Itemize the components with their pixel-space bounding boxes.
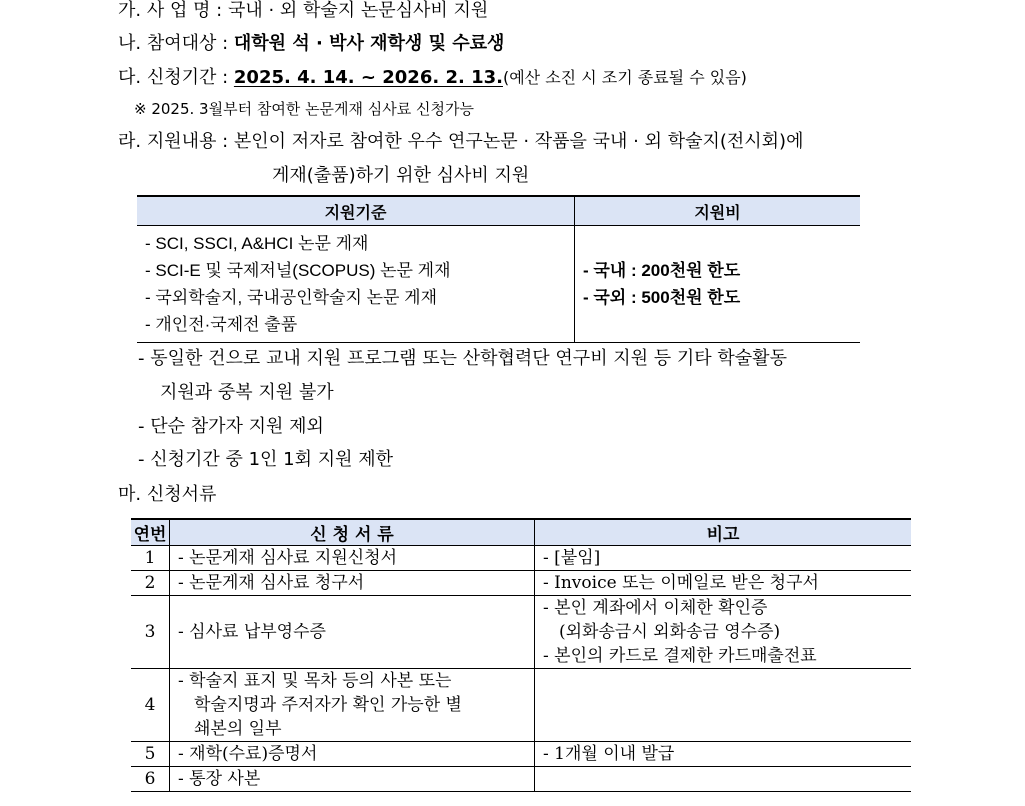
row-document: - 논문게재 심사료 청구서 <box>170 571 535 596</box>
support-table <box>137 195 860 343</box>
documents-table <box>131 518 911 792</box>
document-line: - 학술지 표지 및 목차 등의 사본 또는 <box>178 671 452 691</box>
table-row <box>131 669 911 742</box>
table-row <box>131 571 911 596</box>
fee-item: - 국외 : 500천원 한도 <box>583 288 741 307</box>
docs-header-document: 신 청 서 류 <box>170 519 535 546</box>
row-remarks <box>535 669 912 742</box>
item-c-note: (예산 소진 시 조기 종료될 수 있음) <box>502 68 747 87</box>
row-number: 3 <box>131 596 170 669</box>
docs-header-no: 연번 <box>131 519 170 546</box>
row-number: 1 <box>131 546 170 571</box>
criteria-item: - SCI-E 및 국제저널(SCOPUS) 논문 게재 <box>145 261 451 280</box>
row-document <box>170 669 535 742</box>
item-a-project-name: 가. 사 업 명 : 국내 · 외 학술지 논문심사비 지원 <box>118 0 489 21</box>
fee-item: - 국내 : 200천원 한도 <box>583 261 741 280</box>
document-line: 학술지명과 주저자가 확인 가능한 별 <box>194 695 462 715</box>
criteria-item: - SCI, SSCI, A&HCI 논문 게재 <box>145 234 369 253</box>
support-header-fee: 지원비 <box>575 196 861 226</box>
table-row <box>131 767 911 792</box>
item-e-line1: - 동일한 건으로 교내 지원 프로그램 또는 산학협력단 연구비 지원 등 기타 학술활동 <box>138 348 787 369</box>
row-remarks: - 1개월 이내 발급 <box>535 742 912 767</box>
remark-line: - 본인의 카드로 결제한 카드매출전표 <box>543 646 817 666</box>
table-row <box>131 596 911 669</box>
row-remarks: - Invoice 또는 이메일로 받은 청구서 <box>535 571 912 596</box>
support-header-criteria: 지원기준 <box>137 196 575 226</box>
item-e-line3: - 단순 참가자 지원 제외 <box>138 416 324 437</box>
row-number: 5 <box>131 742 170 767</box>
table-row <box>131 546 911 571</box>
row-document: - 통장 사본 <box>170 767 535 792</box>
row-number: 6 <box>131 767 170 792</box>
docs-header-remarks: 비고 <box>535 519 912 546</box>
support-fee-cell <box>575 226 861 343</box>
support-criteria-cell <box>137 226 575 343</box>
item-f-documents: 마. 신청서류 <box>118 484 217 505</box>
row-document: - 심사료 납부영수증 <box>170 596 535 669</box>
item-e-line4: - 신청기간 중 1인 1회 지원 제한 <box>138 449 393 470</box>
item-c-label: 다. 신청기간 : <box>118 67 234 88</box>
row-document: - 재학(수료)증명서 <box>170 742 535 767</box>
row-number: 4 <box>131 669 170 742</box>
row-document: - 논문게재 심사료 지원신청서 <box>170 546 535 571</box>
criteria-item: - 국외학술지, 국내공인학술지 논문 게재 <box>145 288 438 307</box>
table-row <box>131 742 911 767</box>
item-c-value: 2025. 4. 14. ~ 2026. 2. 13. <box>233 67 503 88</box>
item-b-label: 나. 참여대상 : <box>118 33 234 54</box>
row-remarks: - [붙임] <box>535 546 912 571</box>
row-remarks <box>535 767 912 792</box>
remark-line: (외화송금시 외화송금 영수증) <box>559 622 781 642</box>
item-b-value: 대학원 석 · 박사 재학생 및 수료생 <box>233 33 505 54</box>
item-c-period <box>118 69 747 87</box>
row-remarks <box>535 596 912 669</box>
criteria-item: - 개인전·국제전 출품 <box>145 315 298 334</box>
row-number: 2 <box>131 571 170 596</box>
item-e-line2: 지원과 중복 지원 불가 <box>160 382 334 403</box>
item-d-line1: 라. 지원내용 : 본인이 저자로 참여한 우수 연구논문 · 작품을 국내 · 외 학술지(전시회)에 <box>118 131 804 152</box>
document-line: 쇄본의 일부 <box>194 719 282 739</box>
note-line: ※ 2025. 3월부터 참여한 논문게재 심사료 신청가능 <box>134 100 474 118</box>
item-d-line2: 게재(출품)하기 위한 심사비 지원 <box>272 165 530 186</box>
remark-line: - 본인 계좌에서 이체한 확인증 <box>543 598 768 618</box>
item-b-participants <box>118 35 504 53</box>
